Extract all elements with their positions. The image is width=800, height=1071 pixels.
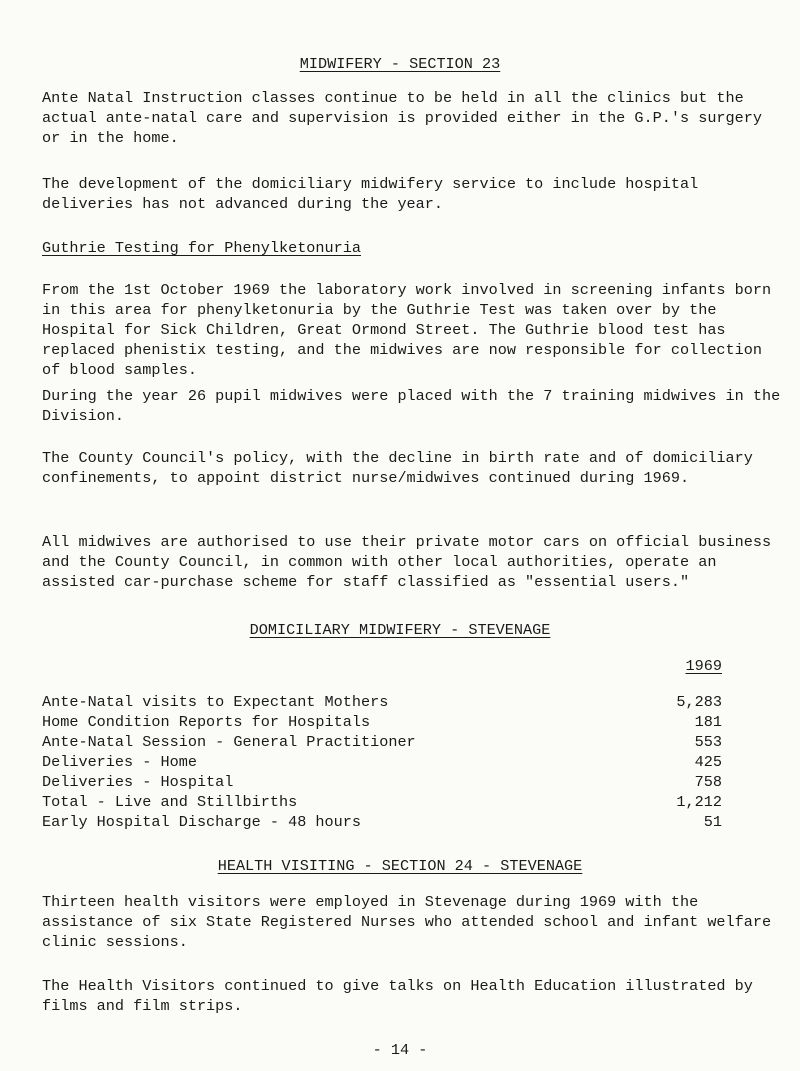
paragraph-development: The development of the domiciliary midwifery service to include hospital deliveries has not advanced during the year. (42, 175, 708, 213)
paragraph-guthrie: From the 1st October 1969 the laboratory work involved in screening infants born in this area for phenylketonuria by the Guthrie Test was taken over by the Hospital for Sick Children, Great Ormond Street. The Guthrie blood test has replaced phenistix testing, and the midwives are now responsible for collection of blood samples. (42, 281, 781, 379)
row-label: Early Hospital Discharge - 48 hours (42, 813, 361, 831)
page-number: - 14 - (372, 1041, 428, 1059)
row-value: 425 (694, 753, 722, 771)
section-heading-health-visiting: HEALTH VISITING - SECTION 24 - STEVENAGE (217, 857, 583, 875)
table-row (42, 712, 722, 732)
row-label: Deliveries - Hospital (42, 773, 234, 791)
paragraph-health-education: The Health Visitors continued to give talks on Health Education illustrated by films and film strips. (42, 977, 763, 1015)
row-label: Total - Live and Stillbirths (42, 793, 298, 811)
paragraph-health-visitors: Thirteen health visitors were employed in Stevenage during 1969 with the assistance of six State Registered Nurses who attended school and infant welfare clinic sessions. (42, 893, 781, 951)
paragraph-ante-natal: Ante Natal Instruction classes continue to be held in all the clinics but the actual ante-natal care and supervision is provided either in the G.P.'s surgery or in the home. (42, 89, 772, 147)
table-row (42, 812, 722, 832)
table-title: DOMICILIARY MIDWIFERY - STEVENAGE (249, 621, 551, 639)
table-year-header: 1969 (685, 657, 722, 675)
table-row (42, 692, 722, 712)
section-heading-midwifery: MIDWIFERY - SECTION 23 (299, 55, 501, 73)
paragraph-pupil-midwives: During the year 26 pupil midwives were placed with the 7 training midwives in the Division. (42, 387, 790, 425)
row-value: 5,283 (676, 693, 722, 711)
table-row (42, 752, 722, 772)
row-value: 553 (694, 733, 722, 751)
row-value: 1,212 (676, 793, 722, 811)
row-label: Home Condition Reports for Hospitals (42, 713, 371, 731)
table-row (42, 732, 722, 752)
row-value: 51 (703, 813, 722, 831)
row-label: Ante-Natal visits to Expectant Mothers (42, 693, 389, 711)
paragraph-motor-cars: All midwives are authorised to use their private motor cars on official business and the County Council, in common with other local authorities, operate an assisted car-purchase scheme for staff classified as "essential users." (42, 533, 781, 591)
subheading-guthrie: Guthrie Testing for Phenylketonuria (42, 239, 361, 257)
row-label: Deliveries - Home (42, 753, 197, 771)
row-value: 758 (694, 773, 722, 791)
row-label: Ante-Natal Session - General Practitioner (42, 733, 416, 751)
table-row (42, 792, 722, 812)
row-value: 181 (694, 713, 722, 731)
table-row (42, 772, 722, 792)
paragraph-county-policy: The County Council's policy, with the decline in birth rate and of domiciliary confinements, to appoint district nurse/midwives continued during 1969. (42, 449, 763, 487)
statistics-table (42, 656, 722, 856)
